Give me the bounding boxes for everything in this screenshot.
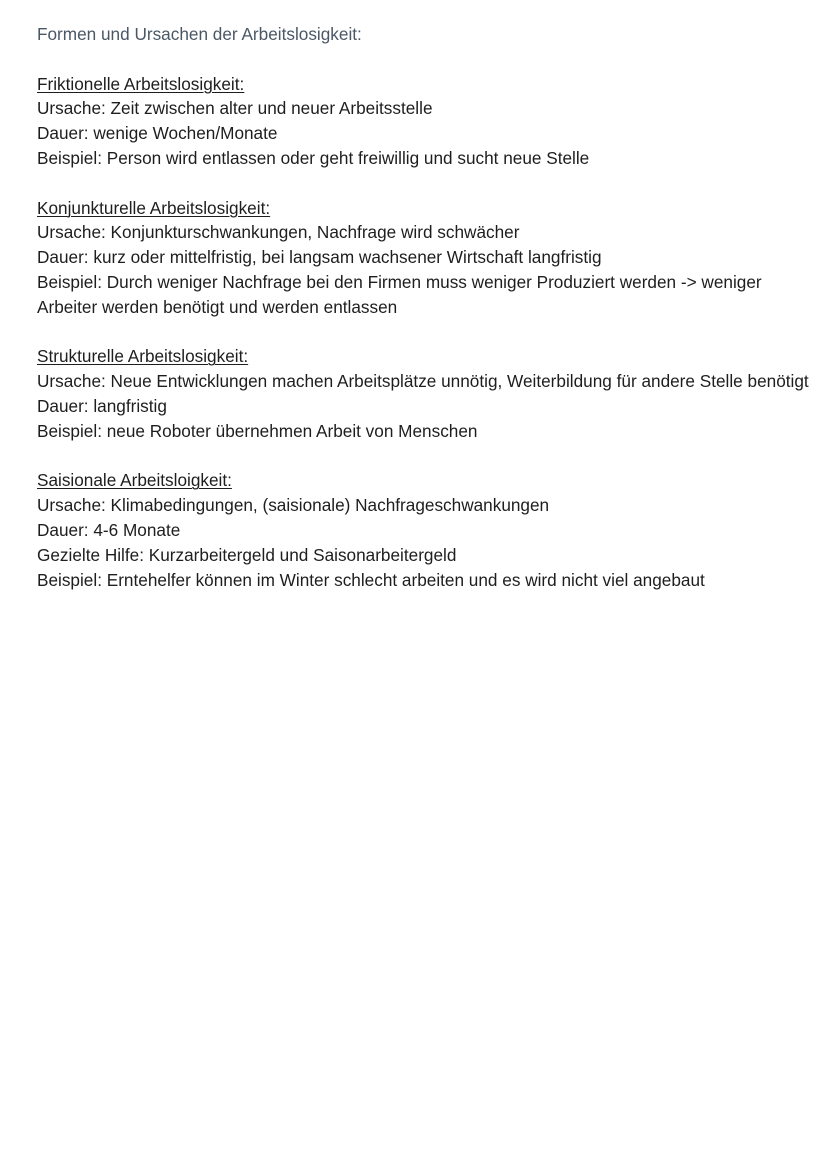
document-title: Formen und Ursachen der Arbeitslosigkeit: <box>37 24 362 44</box>
document-body <box>37 22 817 617</box>
section-heading: Strukturelle Arbeitslosigkeit: <box>37 346 249 367</box>
section-line-beispiel: Beispiel: neue Roboter übernehmen Arbeit von Menschen <box>37 420 478 441</box>
section-line-ursache: Ursache: Neue Entwicklungen machen Arbeitsplätze unnötig, Weiterbildung für andere Stelle benötigt <box>37 371 809 392</box>
section-konjunkturelle <box>37 196 817 320</box>
section-line-hilfe: Gezielte Hilfe: Kurzarbeitergeld und Saisonarbeitergeld <box>37 544 457 565</box>
section-line-beispiel: Beispiel: Person wird entlassen oder geht freiwillig und sucht neue Stelle <box>37 147 590 168</box>
section-line-dauer: Dauer: wenige Wochen/Monate <box>37 123 278 144</box>
section-heading: Friktionelle Arbeitslosigkeit: <box>37 73 245 94</box>
section-strukturelle <box>37 344 817 443</box>
section-line-dauer: Dauer: langfristig <box>37 395 167 416</box>
section-heading: Saisionale Arbeitsloigkeit: <box>37 470 232 491</box>
section-line-ursache: Ursache: Konjunkturschwankungen, Nachfrage wird schwächer <box>37 222 520 243</box>
section-line-dauer: Dauer: 4-6 Monate <box>37 519 181 540</box>
section-friktionelle <box>37 72 817 171</box>
section-line-ursache: Ursache: Klimabedingungen, (saisionale) Nachfrageschwankungen <box>37 495 550 516</box>
section-line-beispiel: Beispiel: Durch weniger Nachfrage bei den Firmen muss weniger Produziert werden -> weniger Arbeiter werden benötigt und werden entlassen <box>37 271 762 317</box>
section-line-ursache: Ursache: Zeit zwischen alter und neuer Arbeitsstelle <box>37 98 433 119</box>
section-line-dauer: Dauer: kurz oder mittelfristig, bei langsam wachsener Wirtschaft langfristig <box>37 247 602 268</box>
section-saisionale <box>37 468 817 592</box>
section-line-beispiel: Beispiel: Erntehelfer können im Winter schlecht arbeiten und es wird nicht viel angebaut <box>37 569 705 590</box>
section-heading: Konjunkturelle Arbeitslosigkeit: <box>37 197 271 218</box>
